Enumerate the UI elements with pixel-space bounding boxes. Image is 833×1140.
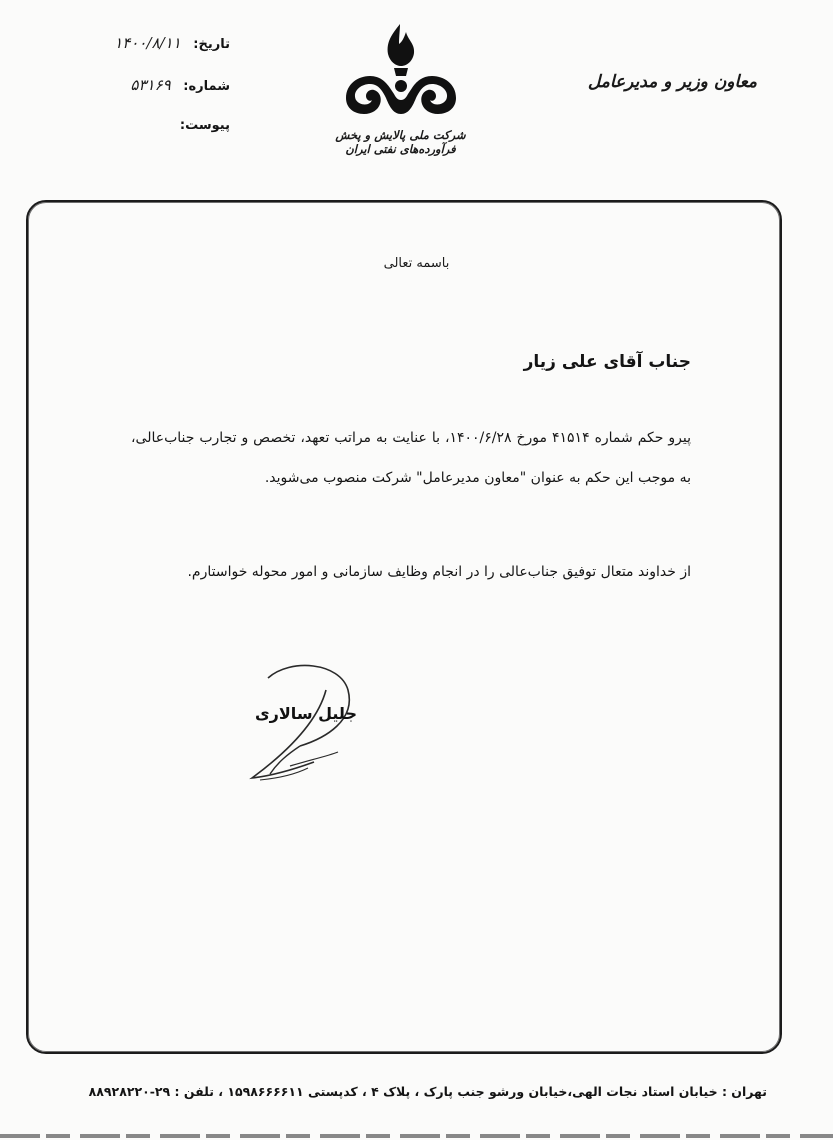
signatory-name: جلیل سالاری — [255, 704, 357, 723]
sender-title: معاون وزیر و مدیرعامل — [587, 72, 757, 92]
date-label: تاریخ: — [193, 37, 230, 52]
company-name: شرکت ملی پالایش و پخش فرآورده‌های نفتی ایران — [335, 128, 466, 156]
number-value: ۵۳۱۶۹ — [130, 76, 171, 94]
bottom-divider — [0, 1134, 833, 1138]
body-paragraph-2: از خداوند متعال توفیق جناب‌عالی را در انجام وظایف سازمانی و امور محوله خواستارم. — [187, 564, 691, 580]
date-value: ۱۴۰۰/۸/۱۱ — [114, 34, 181, 52]
number-row — [100, 76, 230, 94]
date-row — [80, 34, 230, 52]
letter-frame — [26, 200, 782, 1054]
addressee: جناب آقای علی زیار — [523, 352, 691, 372]
number-label: شماره: — [183, 79, 230, 94]
invocation: باسمه تعالی — [383, 256, 450, 271]
attachment-label: پیوست: — [179, 118, 230, 133]
attachment-row — [150, 118, 230, 133]
body-paragraph-1: پیرو حکم شماره ۴۱۵۱۴ مورخ ۱۴۰۰/۶/۲۸، با عنایت به مراتب تعهد، تخصص و تجارب جناب‌عالی، به موجب این حکم به عنوان "معاون مدیرعامل" شرکت منصوب می‌شوید. — [131, 430, 691, 486]
company-logo-icon — [336, 20, 466, 116]
footer-address: تهران : خیابان استاد نجات الهی،خیابان ورشو جنب پارک ، پلاک ۴ ، کدپستی ۱۵۹۸۶۶۶۶۱۱ ، تلفن : ۲۹-۸۸۹۲۸۲۲۰ — [88, 1084, 767, 1099]
